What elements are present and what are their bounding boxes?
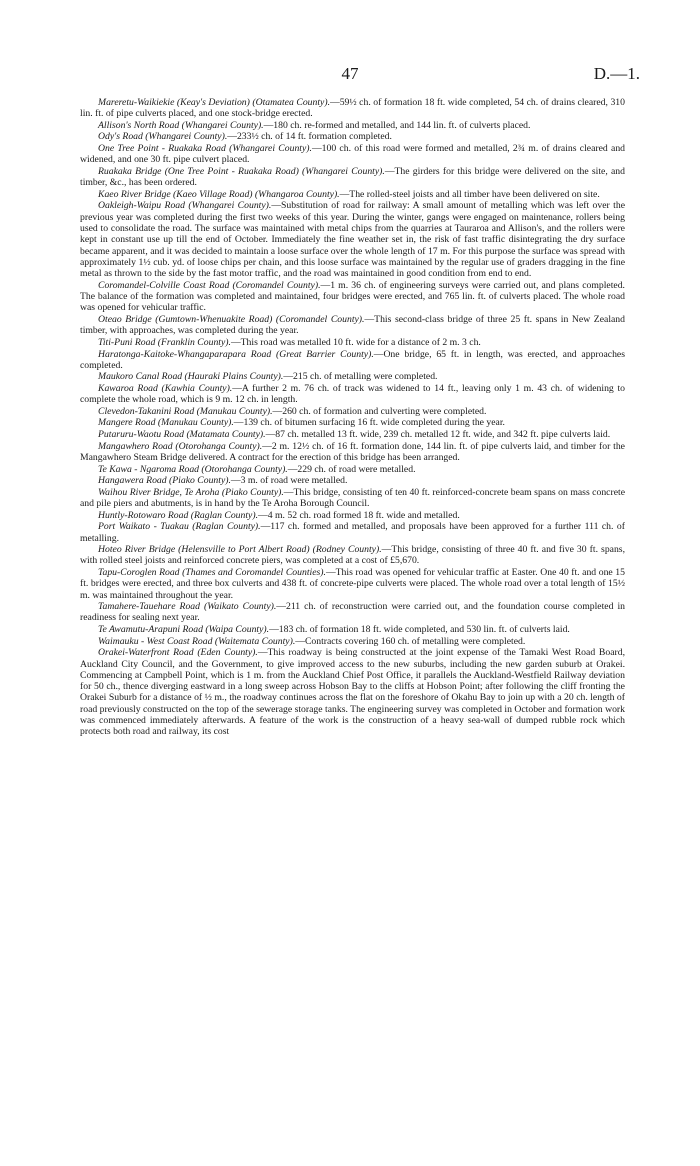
paragraph-text: —183 ch. of formation 18 ft. wide completed, and 530 lin. ft. of culverts laid. (269, 624, 570, 636)
paragraph (80, 406, 625, 417)
paragraph (80, 510, 625, 521)
paragraph (80, 475, 625, 486)
paragraph-text: —260 ch. of formation and culverting were completed. (272, 405, 487, 417)
paragraph-text: —117 ch. formed and metalled, and proposals have been approved for a further 111 ch. of metalling. (80, 521, 625, 544)
paragraph-text: —This second-class bridge of three 25 ft. spans in New Zealand timber, with approaches, was completed during the year. (80, 314, 625, 337)
paragraph-title: Huntly-Rotowaro Road (Raglan County). (98, 509, 259, 521)
paragraph (80, 417, 625, 428)
paragraph-title: Titi-Puni Road (Franklin County). (98, 336, 231, 348)
paragraph-title: Kawaroa Road (Kawhia County). (98, 382, 233, 394)
paragraph-title: Tamahere-Taueharе Road (Waikato County). (98, 601, 277, 613)
paragraph-text: —One bridge, 65 ft. in length, was erected, and approaches completed. (80, 348, 626, 371)
page-header (60, 64, 640, 90)
paragraph-title: Mareretu-Waikiekie (Keay's Deviation) (Otamatea County). (98, 97, 330, 108)
paragraph (80, 624, 625, 635)
paragraph-title: Port Waikato - Tuakau (Raglan County). (98, 521, 261, 533)
paragraph-text: —100 ch. of this road were formed and metalled, 2¾ m. of drains cleared and widened, and one 30 ft. pipe culvert placed. (80, 143, 626, 166)
paragraph (80, 314, 625, 337)
paragraph-text: —Substitution of road for railway: A small amount of metalling which was left over the previous year was completed during the first two weeks of this year. During the winter, gangs were engaged on maintenance, rollers being used to consolidate the road. The surface was maintained with metal chips from the quarries at Tauraroa and Allison's, and the rollers were kept in constant use up till the end of October. Immediately the fine weather set in, the risk of fast traffic disintegrating the dry surface became apparent, and it was decided to maintain a loose surface over the whole length of 17 m. For this purpose the surface was spread with approximately 1½ cub. yd. of loose chips per chain, and this loose surface was maintained by the regular use of graders dragging in the fine metal as thrown to the side by the fast motor traffic, and the road was maintained in good condition from end to end. (80, 200, 626, 280)
paragraph-title: Waihou River Bridge, Te Aroha (Piako County). (98, 486, 284, 498)
paragraph-text: —This bridge, consisting of ten 40 ft. reinforced-concrete beam spans on mass concrete and pile piers and abutments, is in hand by the Te Aroha Borough Council. (80, 486, 625, 510)
paragraph (80, 371, 625, 382)
paragraph-text: —2 m. 12½ ch. of 16 ft. formation done, 144 lin. ft. of pipe culverts laid, and timber for the Mangawhero Steam Bridge delivered. A contract for the erection of this bridge has been arranged. (80, 440, 625, 463)
paragraph-text: —Contracts covering 160 ch. of metalling were completed. (295, 635, 526, 647)
paragraph-title: Te Awamutu-Arapuni Road (Waipa County). (98, 624, 270, 636)
paragraph (80, 636, 625, 647)
paragraph-title: Haratonga-Kaitoke-Whangaparapara Road (Great Barrier County). (98, 348, 374, 360)
paragraph-title: Orakei-Waterfront Road (Eden County). (98, 647, 258, 659)
paragraph-title: Putaruru-Waotu Road (Matamata County). (98, 429, 266, 441)
paragraph (80, 647, 625, 737)
paragraph-text: —233½ ch. of 14 ft. formation completed. (227, 131, 392, 143)
paragraph (80, 166, 625, 189)
paragraph-title: Te Kawa - Ngaroma Road (Otorohanga County). (98, 463, 288, 475)
paragraph-title: Maukoro Canal Road (Hauraki Plains County). (98, 371, 284, 383)
paragraph (80, 349, 625, 372)
paragraph-title: Kaeo River Bridge (Kaeo Village Road) (Whangaroa County). (98, 188, 340, 200)
paragraph (80, 429, 625, 440)
document-body (80, 97, 625, 738)
paragraph-title: Waimauku - West Coast Road (Waitemata County). (98, 635, 296, 647)
paragraph (80, 337, 625, 348)
paragraph (80, 441, 625, 464)
paragraph-title: Ruakaka Bridge (One Tree Point - Ruakaka Road) (Whangarei County). (98, 165, 385, 177)
paragraph-text: —This road was metalled 10 ft. wide for a distance of 2 m. 3 ch. (230, 336, 481, 348)
paragraph-title: Tapu-Coroglen Road (Thames and Coromandel Counties). (98, 567, 326, 578)
paragraph-text: —4 m. 52 ch. road formed 18 ft. wide and metalled. (258, 509, 460, 521)
paragraph-text: —This bridge, consisting of three 40 ft. and five 30 ft. spans, with rolled steel joists and reinforced concrete piers, was completed at a cost of £5,670. (80, 544, 625, 567)
paragraph (80, 383, 625, 406)
paragraph (80, 280, 625, 314)
paragraph-title: Coromandel-Colville Coast Road (Coromandel County). (98, 279, 321, 291)
paragraph-text: —The rolled-steel joists and all timber have been delivered on site. (339, 188, 600, 200)
paragraph-title: Ody's Road (Whangarei County). (98, 131, 228, 143)
paragraph-text: —3 m. of road were metalled. (230, 475, 348, 487)
paragraph (80, 487, 625, 510)
paragraph-title: Hoteo River Bridge (Helensville to Port Albert Road) (Rodney County). (98, 544, 382, 556)
paragraph-text: —A further 2 m. 76 ch. of track was widened to 14 ft., leaving only 1 m. 43 ch. of widening to complete the whole road, which is 9 m. 12 ch. in length. (80, 382, 625, 406)
paragraph-title: One Tree Point - Ruakaka Road (Whangarei County). (98, 143, 312, 155)
paragraph-text: —211 ch. of reconstruction were carried out, and the foundation course completed in readiness for sealing next year. (80, 601, 626, 624)
paragraph (80, 567, 625, 601)
paragraph-text: —139 ch. of bitumen surfacing 16 ft. wide completed during the year. (233, 417, 505, 429)
paragraph (80, 521, 625, 544)
paragraph (80, 120, 625, 131)
paragraph (80, 189, 625, 200)
paragraph (80, 601, 625, 624)
paragraph-title: Mangere Road (Manukau County). (98, 417, 234, 429)
paragraph (80, 464, 625, 475)
paragraph-text: —180 ch. re-formed and metalled, and 144 lin. ft. of culverts placed. (263, 119, 531, 131)
paragraph-text: —59½ ch. of formation 18 ft. wide completed, 54 ch. of drains cleared, 310 lin. ft. of pipe culverts placed, and one stock-bridge erected. (80, 97, 625, 120)
paragraph-title: Mangawhero Road (Otorohanga County). (98, 440, 263, 452)
paragraph (80, 143, 625, 166)
paragraph-title: Clevedon-Takanini Road (Manukau County). (98, 405, 273, 417)
paragraph-text: —215 ch. of metalling were completed. (283, 371, 438, 383)
paragraph-text: —This road was opened for vehicular traffic at Easter. One 40 ft. and one 15 ft. bridges were erected, and three box culverts and 438 ft. of concrete-pipe culverts were placed. The whole road over a total length of 15½ m. was maintained throughout the year. (80, 567, 625, 601)
paragraph-text: —The girders for this bridge were delivered on the site, and timber, &c., has been ordered. (80, 165, 625, 189)
paragraph (80, 544, 625, 567)
paragraph-text: —87 ch. metalled 13 ft. wide, 239 ch. metalled 12 ft. wide, and 342 ft. pipe culverts laid. (265, 429, 611, 441)
paragraph-title: Hangawera Road (Piako County). (98, 475, 231, 487)
paragraph (80, 97, 625, 120)
document-reference: D.—1. (593, 64, 640, 83)
paragraph-text: —This roadway is being constructed at the joint expense of the Tamaki West Road Board, Auckland City Council, and the Government, to give improved access to the new suburbs, including the new garden suburb at Orakei. Commencing at Campbell Point, which is 1 m. from the Auckland Chief Post Office, it parallels the Auckland-Westfield Railway deviation for 50 ch., thence diverging eastward in a long sweep across Hobson Bay to the cliffs at Hobson Point; after following the cliff fronting the Orakei Suburb for a distance of ½ m., the roadway continues across the flat on the foreshore of Okahu Bay to join up with a 20 ch. length of road previously constructed on the top of the sewerage storage tanks. The engineering survey was completed in October and formation work was commenced immediately afterwards. A feature of the work is the construction of a heavy sea-wall of dumped rubble rock which protects both road and railway, its cost (80, 647, 626, 738)
paragraph-text: —1 m. 36 ch. of engineering surveys were carried out, and plans completed. The balance of the formation was completed and maintained, four bridges were erected, and 765 lin. ft. of culverts placed. The whole road was opened for vehicular traffic. (80, 279, 625, 314)
paragraph-title: Allison's North Road (Whangarei County). (98, 119, 264, 131)
paragraph (80, 131, 625, 142)
page-number: 47 (341, 64, 359, 83)
paragraph-title: Oteao Bridge (Gumtown-Whenuakite Road) (Coromandel County). (98, 314, 365, 326)
paragraph (80, 200, 625, 279)
paragraph-text: —229 ch. of road were metalled. (287, 463, 416, 475)
paragraph-title: Oakleigh-Waipu Road (Whangarei County). (98, 200, 272, 212)
